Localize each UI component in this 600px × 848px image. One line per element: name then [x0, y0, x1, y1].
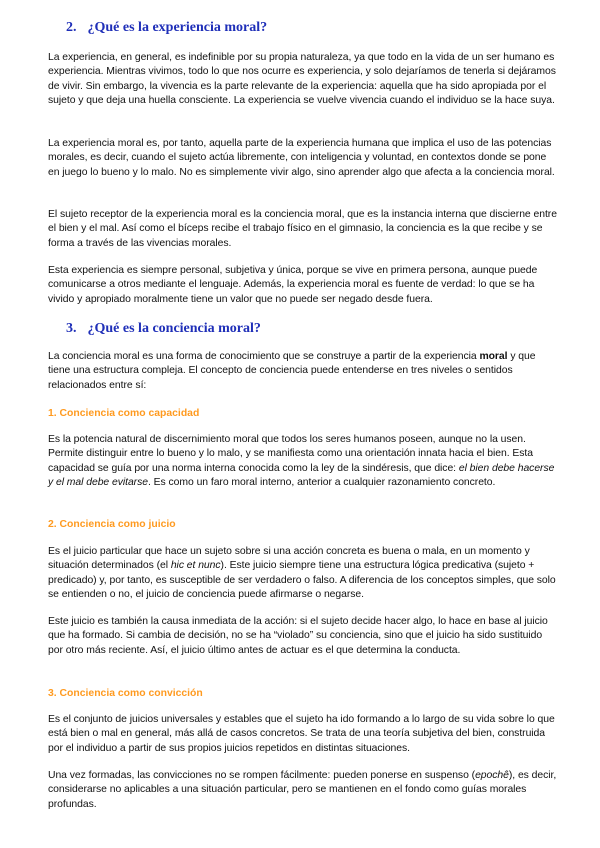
subheading-capacidad: 1. Conciencia como capacidad [48, 408, 200, 419]
bold-word-moral: moral [479, 351, 508, 362]
paragraph-conviccion: Es el conjunto de juicios universales y estables que el sujeto ha ido formando a lo largo de su vida sobre lo que está bien o mal en general, más allá de casos concretos. Se trata de una teoría subjetiva del bien, construida por el individuo a partir de sus propios juicios repetidos en distintas situaciones. [48, 714, 555, 754]
section-3-title: ¿Qué es la conciencia moral? [87, 321, 261, 336]
italic-hic-et-nunc: hic et nunc [170, 560, 221, 572]
paragraph-juicio-causa: Este juicio es también la causa inmediata de la acción: si el sujeto decide hacer algo, lo hace en base al juicio que ha formado. Si cambia de decisión, no se ha “violado” su conciencia, sino que el juicio ha sido sustituido por otro más reciente. Así, el juicio último antes de actuar es el que determina la conducta. [48, 616, 548, 656]
subheading-conviccion: 3. Conciencia como convicción [48, 688, 203, 699]
paragraph-sujeto-receptor: El sujeto receptor de la experiencia moral es la conciencia moral, que es la instancia interna que discierne entre el bien y el mal. Así como el bíceps recibe el trabajo físico en el gimnasio, la conciencia es la que recibe y se forma a través de las vivencias morales. [48, 209, 557, 249]
italic-epoche: epochê [475, 770, 509, 781]
paragraph-conviccion-formadas: Una vez formadas, las convicciones no se rompen fácilmente: pueden ponerse en suspenso (epochê), es decir, considerarse no aplicables a una situación particular, pero se mantienen en el fondo como guías morales profundas. [48, 770, 557, 810]
italic-sinderesis: el bien debe hacerse y el mal debe evitarse [48, 462, 555, 489]
section-3-heading [66, 320, 576, 337]
section-2-number: 2. [66, 20, 77, 35]
subheading-juicio: 2. Conciencia como juicio [48, 519, 176, 530]
section-2-title: ¿Qué es la experiencia moral? [87, 20, 268, 35]
paragraph-experiencia-general: La experiencia, en general, es indefinible por su propia naturaleza, ya que todo en la vida de un ser humano es experiencia. Mientras vivimos, todo lo que nos ocurre es experiencia, y solo dejaríamos de tenerla si dejáramos de vivir. Sin embargo, la vivencia es la parte relevante de la experiencia: aquella que ha sido apropiada por el sujeto y que deja una huella consciente. La experiencia se vuelve vivencia cuando el individuo se la hace suya. [48, 52, 556, 107]
paragraph-juicio: Es el juicio particular que hace un sujeto sobre si una acción concreta es buena o mala, en un momento y situación determinados (el hic et nunc). Este juicio siempre tiene una estructura lógica predicativa (sujeto + predicado) y, por tanto, es susceptible de ser verdadero o falso. A diferencia de los conceptos simples, que solo se entienden o no, el juicio de conciencia puede afirmarse o negarse. [48, 546, 556, 601]
section-3-number: 3. [66, 321, 77, 336]
paragraph-conciencia-intro: La conciencia moral es una forma de conocimiento que se construye a partir de la experiencia moral y que tiene una estructura compleja. El concepto de conciencia puede entenderse en tres niveles o sentidos relacionados entre sí: [48, 351, 536, 391]
paragraph-experiencia-personal: Esta experiencia es siempre personal, subjetiva y única, porque se vive en primera persona, aunque puede comunicarse a otros mediante el lenguaje. Además, la experiencia moral es fuente de verdad: lo que se ha vivido y apropiado moralmente tiene un valor que no puede ser negado desde fuera. [48, 265, 538, 305]
paragraph-experiencia-moral: La experiencia moral es, por tanto, aquella parte de la experiencia humana que implica el uso de las potencias morales, es decir, cuando el sujeto actúa libremente, con inteligencia y voluntad, en contextos donde se pone en juego lo bueno y lo malo. No es simplemente vivir algo, sino aprender algo que afecta a la conciencia moral. [48, 138, 555, 178]
section-2-heading [66, 19, 576, 36]
paragraph-capacidad: Es la potencia natural de discernimiento moral que todos los seres humanos poseen, aunque no la usen. Permite distinguir entre lo bueno y lo malo, y se manifiesta como una orientación innata hacia el bien. Esta capacidad se guía por una norma interna conocida como la ley de la sindéresis, que dice: el bien debe hacerse y el mal debe evitarse. Es como un faro moral interno, anterior a cualquier razonamiento concreto. [48, 434, 555, 489]
